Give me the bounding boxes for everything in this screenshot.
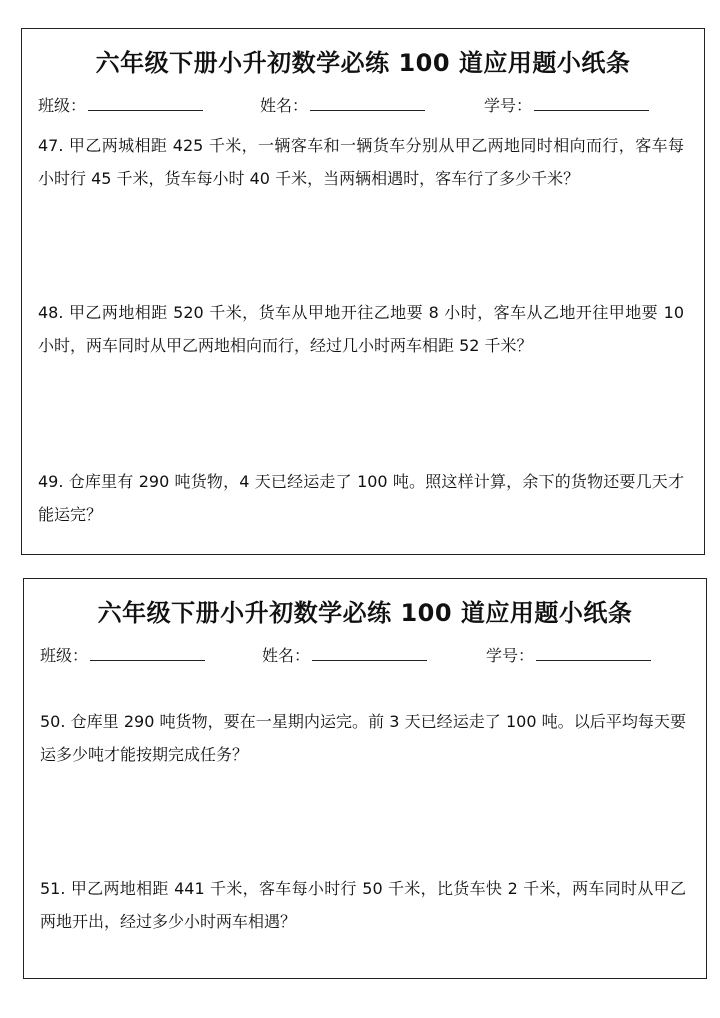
student-number-field [486, 643, 651, 666]
student-number-blank-line [534, 94, 649, 111]
name-field [262, 643, 427, 666]
question-51: 51. 甲乙两地相距 441 千米，客车每小时行 50 千米，比货车快 2 千米，两车同时从甲乙两地开出，经过多少小时两车相遇？ [40, 879, 686, 931]
sheet-title: 六年级下册小升初数学必练 100 道应用题小纸条 [97, 599, 633, 627]
class-blank-line [90, 644, 205, 661]
name-blank-line [310, 94, 425, 111]
question-50: 50. 仓库里 290 吨货物，要在一星期内运完。前 3 天已经运走了 100 吨。以后平均每天要运多少吨才能按期完成任务？ [40, 712, 686, 764]
question-48: 48. 甲乙两地相距 520 千米，货车从甲地开往乙地要 8 小时，客车从乙地开往甲地要 10 小时，两车同时从甲乙两地相向而行，经过几小时两车相距 52 千米？ [38, 303, 684, 355]
name-field [260, 93, 425, 116]
class-label: 班级： [38, 96, 87, 115]
student-number-field [484, 93, 649, 116]
student-number-label: 学号： [484, 96, 533, 115]
worksheet-card-2 [23, 578, 707, 979]
student-number-label: 学号： [486, 646, 535, 665]
student-number-blank-line [536, 644, 651, 661]
student-info-row [40, 643, 680, 665]
sheet-title: 六年级下册小升初数学必练 100 道应用题小纸条 [95, 49, 631, 77]
class-blank-line [88, 94, 203, 111]
question-49: 49. 仓库里有 290 吨货物，4 天已经运走了 100 吨。照这样计算，余下的货物还要几天才能运完？ [38, 472, 684, 524]
question-47: 47. 甲乙两城相距 425 千米，一辆客车和一辆货车分别从甲乙两地同时相向而行，客车每小时行 45 千米，货车每小时 40 千米，当两辆相遇时，客车行了多少千米？ [38, 136, 684, 188]
class-field [38, 93, 203, 116]
class-label: 班级： [40, 646, 89, 665]
name-label: 姓名： [262, 646, 311, 665]
student-info-row [38, 93, 678, 115]
worksheet-card-1 [21, 28, 705, 555]
name-label: 姓名： [260, 96, 309, 115]
class-field [40, 643, 205, 666]
name-blank-line [312, 644, 427, 661]
